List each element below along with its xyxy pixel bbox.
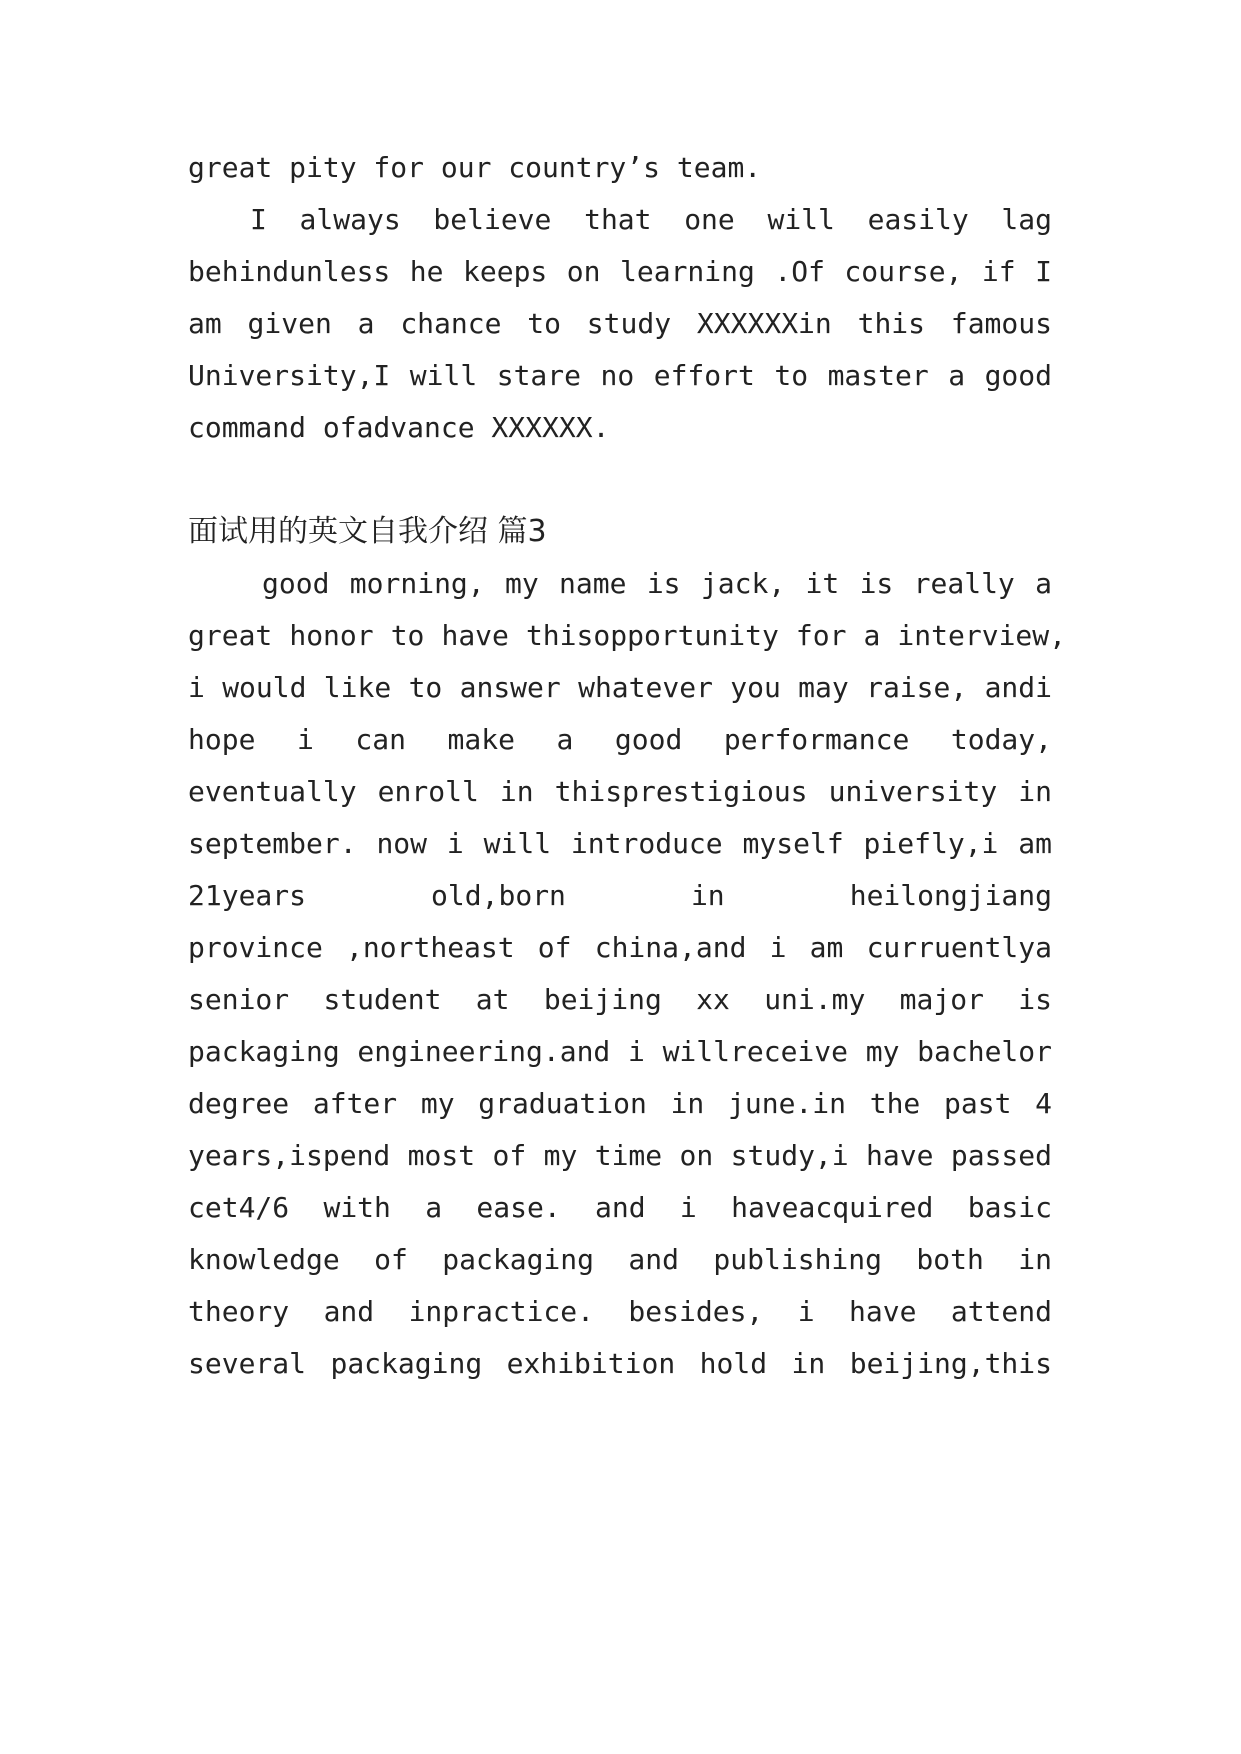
paragraph-line: behindunless he keeps on learning .Of course, if I [188, 255, 1052, 288]
paragraph-line: years,ispend most of my time on study,i have passed [188, 1139, 1052, 1172]
paragraph-line: hope i can make a good performance today, [188, 723, 1052, 756]
paragraph-line: am given a chance to study XXXXXXin this famous [188, 307, 1052, 340]
paragraph-line: I always believe that one will easily lag [250, 203, 1052, 236]
paragraph-line: senior student at beijing xx uni.my major is [188, 983, 1052, 1016]
paragraph-line: command ofadvance XXXXXX. [188, 411, 610, 444]
paragraph-line: province ,northeast of china,and i am curruentlya [188, 931, 1052, 964]
paragraph-line: cet4/6 with a ease. and i haveacquired basic [188, 1191, 1052, 1224]
paragraph-line: september. now i will introduce myself piefly,i am [188, 827, 1052, 860]
paragraph-line: several packaging exhibition hold in beijing,this [188, 1347, 1052, 1380]
paragraph-line: degree after my graduation in june.in the past 4 [188, 1087, 1052, 1120]
paragraph-line: theory and inpractice. besides, i have attend [188, 1295, 1052, 1328]
paragraph-line: great honor to have thisopportunity for a interview, [188, 619, 1066, 652]
paragraph-line: knowledge of packaging and publishing both in [188, 1243, 1052, 1276]
paragraph-line: packaging engineering.and i willreceive my bachelor [188, 1035, 1052, 1068]
paragraph-line: i would like to answer whatever you may raise, andi [188, 671, 1052, 704]
section-heading: 面试用的英文自我介绍 篇3 [188, 514, 547, 549]
paragraph-line: good morning, my name is jack, it is really a [262, 567, 1052, 600]
paragraph-line: 21years old,born in heilongjiang [188, 879, 1052, 912]
paragraph-line: great pity for our country’s team. [188, 151, 762, 184]
paragraph-line: eventually enroll in thisprestigious university in [188, 775, 1052, 808]
paragraph-line: University,I will stare no effort to master a good [188, 359, 1052, 392]
